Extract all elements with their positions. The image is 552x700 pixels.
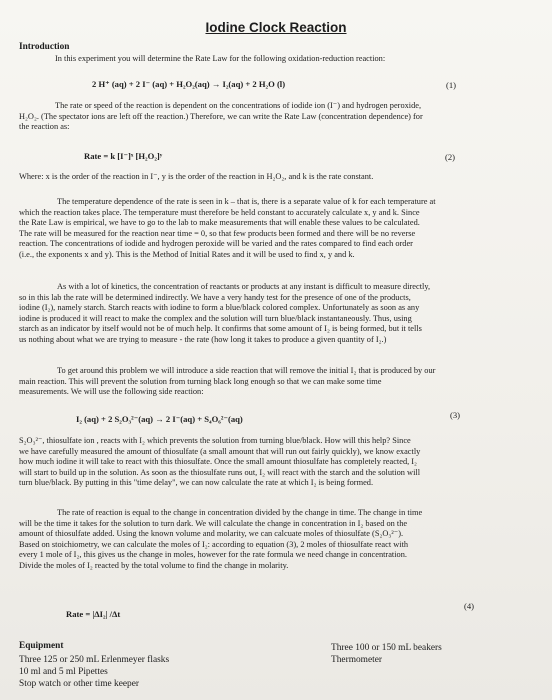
text-line: The temperature dependence of the rate is seen in k – that is, there is a separate value of k for each temperature at (57, 197, 436, 206)
text-line: turn blue/black. By putting in this "time delay", we can now calculate the rate at which I₂ is being formed. (19, 478, 374, 488)
text-line: will start to build up in the solution. As soon as the thiosulfate runs out, I₂ will react with the starch and the solution will (19, 467, 421, 477)
text-line: we have carefully measured the amount of thiosulfate (a small amount that will run out fairly quickly), we know exactly (19, 446, 421, 456)
text-line: will be the time it takes for the solution to turn dark. We will calculate the change in concentration in I₂ based on the (19, 518, 408, 528)
text-line: To get around this problem we will introduce a side reaction that will remove the initial I₂ that is produced by our (57, 366, 436, 375)
equation-3: I₂ (aq) + 2 S₂O₃²⁻(aq) → 2 I⁻(aq) + S₄O₆²⁻(aq) (76, 414, 243, 424)
text-line: S₂O₃²⁻, thiosulfate ion , reacts with I₂ which prevents the solution from turning blue/black. How will this help? Since (19, 436, 411, 445)
equation-4-number: (4) (464, 601, 475, 611)
equation-2-number: (2) (445, 152, 456, 162)
text-line: The rate will be measured for the reaction near time = 0, so that few products been formed and there will be no reverse (19, 228, 416, 238)
paragraph-side-reaction (19, 366, 532, 398)
paragraph-rate-calculation (19, 508, 532, 572)
text-line: every 1 mole of I₂, this gives us the change in moles, however for the rate formula we need change in concentration. (19, 550, 407, 560)
equipment-item: Stop watch or other time keeper (19, 679, 140, 689)
equation-2: Rate = k [I⁻]ˣ [H₂O₂]ʸ (84, 151, 163, 161)
paragraph-temperature (19, 197, 532, 261)
text-line: main reaction. This will prevent the solution from turning black long enough so that we can make some time (19, 376, 382, 386)
equipment-heading: Equipment (19, 641, 64, 651)
paragraph-thiosulfate (19, 436, 532, 489)
text-line: iodine (I₂), namely starch. Starch reacts with iodine to form a blue/black colored complex. Unfortunately as soon as any (19, 303, 420, 313)
where-definition: Where: x is the order of the reaction in I⁻, y is the order of the reaction in H₂O₂, and k is the rate constant. (19, 172, 374, 181)
paragraph-kinetics (19, 282, 532, 346)
text-line: us nothing about what we are trying to measure - the rate (how long it takes to produce a given quantity of I₂.) (19, 334, 387, 344)
text-line: which the reaction takes place. The temperature must therefore be held constant to accurately calculate x, y and k. Since (19, 207, 420, 217)
equipment-item: Three 100 or 150 mL beakers (331, 643, 442, 653)
document-title: Iodine Clock Reaction (205, 20, 347, 35)
equipment-item: 10 ml and 5 ml Pipettes (19, 667, 108, 677)
text-line: H₂O₂. (The spectator ions are left off the reaction.) Therefore, we can write the Rate Law (concentration dependence) for (19, 111, 423, 121)
paragraph-rate-dependence (19, 101, 531, 133)
text-line: so in this lab the rate will be determined indirectly. We have a very handy test for the presence of one of the products, (19, 292, 411, 302)
equation-4: Rate = |ΔI₂| /Δt (66, 609, 121, 619)
text-line: starch as an indicator by itself would not be of much help. It confirms that some amount of I₂ is being formed, but it tells (19, 324, 422, 334)
text-line: The rate or speed of the reaction is dependent on the concentrations of iodide ion (I⁻) and hydrogen peroxide, (55, 101, 422, 110)
text-line: Based on stoichiometry, we can calculate the moles of I₂: according to equation (3), 2 moles of thiosulfate react with (19, 539, 409, 549)
text-line: how much iodine it will take to react with this thiosulfate. Once the small amount thiosulfate has completely reacted, I₂ (19, 457, 417, 467)
text-line: iodine is produced it will react to make the complex and the solution will turn blue/black instantaneously. Thus, using (19, 313, 412, 323)
equation-3-number: (3) (450, 410, 461, 420)
introduction-heading: Introduction (19, 42, 70, 52)
text-line: amount of thiosulfate added. Using the known volume and molarity, we can calcuate moles of thiosulfate (S₂O₃²⁻). (19, 529, 404, 539)
equipment-item: Thermometer (331, 655, 383, 665)
equation-1: 2 H⁺ (aq) + 2 I⁻ (aq) + H₂O₂(aq) → I₂(aq) + 2 H₂O (l) (92, 79, 286, 89)
text-line: measurements. We will use the following side reaction: (19, 387, 204, 397)
text-line: The rate of reaction is equal to the change in concentration divided by the change in time. The change in time (57, 508, 423, 517)
equipment-item: Three 125 or 250 mL Erlenmeyer flasks (19, 655, 170, 665)
text-line: (i.e., the exponents x and y). This is the Method of Initial Rates and it will be used to find x, y and k. (19, 249, 355, 259)
text-line: Divide the moles of I₂ reacted by the total volume to find the change in molarity. (19, 560, 289, 570)
equipment-list-left (19, 654, 169, 690)
text-line: the Rate Law is empirical, we have to go to the lab to make measurements that will enable these values to be calculated. (19, 218, 420, 228)
introduction-lead: In this experiment you will determine the Rate Law for the following oxidation-reduction reaction: (55, 54, 386, 63)
text-line: the reaction as: (19, 122, 70, 132)
text-line: reaction. The concentrations of iodide and hydrogen peroxide will be varied and the rates compared to find each order (19, 239, 413, 249)
equation-1-number: (1) (446, 80, 457, 90)
text-line: As with a lot of kinetics, the concentration of reactants or products at any instant is difficult to measure directly, (57, 282, 431, 291)
equipment-list-right (331, 642, 442, 666)
